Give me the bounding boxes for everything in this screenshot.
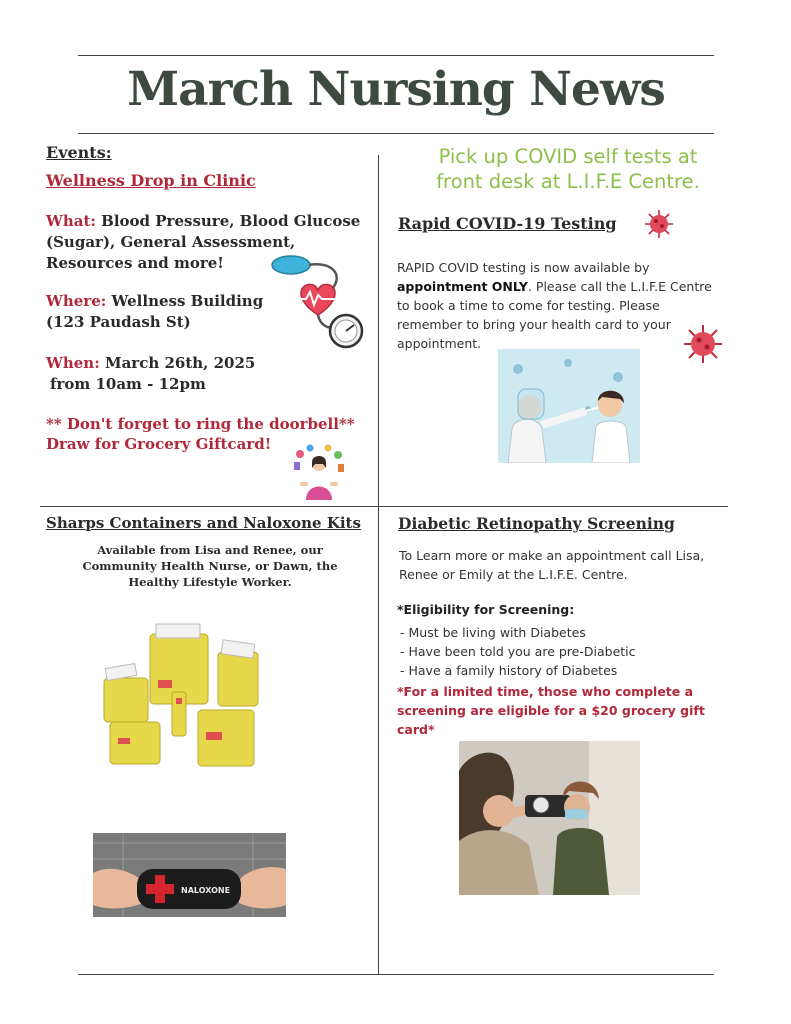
list-item: - Must be living with Diabetes — [400, 625, 586, 640]
sharps-body: Available from Lisa and Renee, our Community Health Nurse, or Dawn, the Healthy Lifestyle Worker. — [82, 543, 338, 589]
covid-swab-test-illustration — [498, 349, 640, 463]
middle-rule — [40, 506, 728, 507]
virus-icon — [683, 324, 723, 364]
where-label: Where: — [46, 292, 107, 310]
covid-pickup-notice — [398, 144, 738, 194]
sharps-heading: Sharps Containers and Naloxone Kits — [46, 514, 361, 532]
diabetic-screening-body: To Learn more or make an appointment call Lisa, Renee or Emily at the L.I.F.E. Centre. — [399, 548, 705, 582]
naloxone-case-label: NALOXONE — [181, 886, 231, 895]
retinal-screening-photo — [459, 741, 640, 895]
virus-icon — [644, 209, 674, 239]
covid-pickup-line1: Pick up COVID self tests at — [438, 145, 698, 168]
eligibility-list — [400, 623, 636, 680]
when-date: March 26th, 2025 — [104, 354, 256, 372]
doorbell-reminder: ** Don't forget to ring the doorbell** — [46, 415, 355, 433]
when-label: When: — [46, 354, 100, 372]
events-heading: Events: — [46, 143, 112, 162]
rapid-covid-body-post: . Please call the L.I.F.E Centre to book a time to come for testing. Please remember to bring your health card to your appointment. — [397, 279, 712, 351]
naloxone-kit-photo — [93, 833, 286, 917]
limited-time-offer: *For a limited time, those who complete a screening are eligible for a $20 grocery gift card* — [397, 684, 705, 737]
title-underline-rule — [78, 133, 714, 134]
giftcard-draw: Draw for Grocery Giftcard! — [46, 435, 272, 453]
rapid-covid-body — [397, 258, 717, 353]
rapid-covid-heading: Rapid COVID-19 Testing — [398, 214, 617, 233]
top-rule — [78, 55, 714, 56]
vertical-divider — [378, 155, 379, 975]
covid-pickup-line2: front desk at L.I.F.E Centre. — [436, 170, 700, 193]
diabetic-screening-heading: Diabetic Retinopathy Screening — [398, 514, 675, 533]
clinic-title: Wellness Drop in Clinic — [46, 171, 256, 190]
bottom-rule — [78, 974, 714, 975]
when-time: from 10am - 12pm — [50, 375, 206, 393]
sharps-containers-photo — [98, 622, 270, 772]
when-block — [46, 353, 306, 395]
page-title: March Nursing News — [127, 62, 665, 117]
rapid-covid-body-bold: appointment ONLY — [397, 279, 528, 294]
list-item: - Have a family history of Diabetes — [400, 663, 618, 678]
what-text: Blood Pressure, Blood Glucose (Sugar), General Assessment, Resources and more! — [46, 212, 361, 272]
rapid-covid-body-pre: RAPID COVID testing is now available by — [397, 260, 650, 275]
nurse-with-items-illustration — [288, 442, 350, 504]
eligibility-heading: *Eligibility for Screening: — [397, 602, 575, 617]
list-item: - Have been told you are pre-Diabetic — [400, 644, 636, 659]
where-text: Wellness Building (123 Paudash St) — [46, 292, 264, 331]
what-label: What: — [46, 212, 96, 230]
blood-pressure-cuff-icon — [262, 247, 368, 355]
